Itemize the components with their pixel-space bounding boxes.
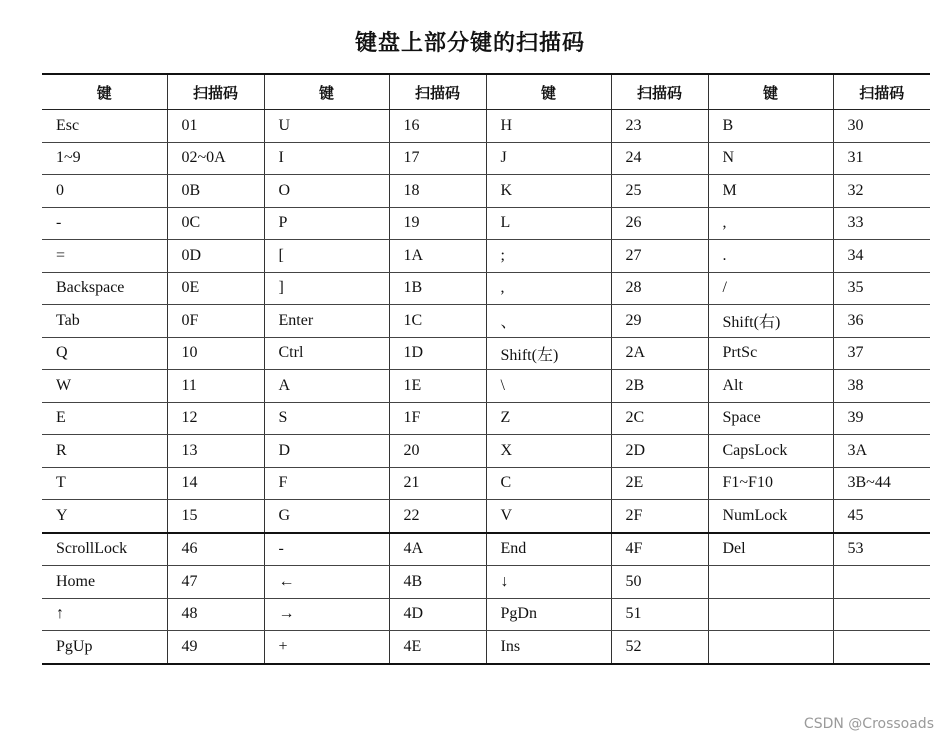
scan-code-cell: 16	[389, 110, 486, 143]
key-cell: F1~F10	[708, 467, 833, 500]
scan-code-cell: 50	[611, 566, 708, 599]
scan-code-cell: 46	[167, 533, 264, 566]
scan-code-cell: 17	[389, 142, 486, 175]
key-cell: F	[264, 467, 389, 500]
scan-code-cell: 52	[611, 631, 708, 664]
key-cell: Z	[486, 402, 611, 435]
scan-code-cell: 3B~44	[833, 467, 930, 500]
key-cell: =	[42, 240, 167, 273]
scan-code-cell: 30	[833, 110, 930, 143]
key-cell: K	[486, 175, 611, 208]
key-cell: J	[486, 142, 611, 175]
scan-code-cell: 53	[833, 533, 930, 566]
key-cell: Ins	[486, 631, 611, 664]
key-cell	[708, 566, 833, 599]
scan-code-cell	[833, 566, 930, 599]
table-row	[42, 240, 930, 273]
key-cell: PgDn	[486, 598, 611, 631]
key-cell: ←	[264, 566, 389, 599]
table-row	[42, 631, 930, 664]
scan-code-cell: 21	[389, 467, 486, 500]
header-key: 键	[486, 74, 611, 110]
key-cell: Alt	[708, 370, 833, 403]
key-cell: X	[486, 435, 611, 468]
scan-code-cell: 1F	[389, 402, 486, 435]
scan-code-cell: 1C	[389, 305, 486, 338]
key-cell: N	[708, 142, 833, 175]
key-cell: [	[264, 240, 389, 273]
key-cell: G	[264, 500, 389, 533]
key-cell: Shift(左)	[486, 337, 611, 370]
scan-code-cell: 0D	[167, 240, 264, 273]
scan-code-cell: 24	[611, 142, 708, 175]
header-scan-code: 扫描码	[833, 74, 930, 110]
key-cell: +	[264, 631, 389, 664]
table-row	[42, 207, 930, 240]
key-cell: Backspace	[42, 272, 167, 305]
table-row	[42, 370, 930, 403]
scan-code-cell: 35	[833, 272, 930, 305]
key-cell: ↓	[486, 566, 611, 599]
key-cell: PgUp	[42, 631, 167, 664]
key-cell: Ctrl	[264, 337, 389, 370]
table-row	[42, 467, 930, 500]
key-cell: W	[42, 370, 167, 403]
key-cell: 1~9	[42, 142, 167, 175]
scan-code-cell: 2C	[611, 402, 708, 435]
table-row	[42, 142, 930, 175]
scan-code-cell: 14	[167, 467, 264, 500]
scan-code-cell: 51	[611, 598, 708, 631]
scan-code-cell: 0B	[167, 175, 264, 208]
table-row	[42, 175, 930, 208]
scan-code-cell: 4F	[611, 533, 708, 566]
scan-code-cell	[833, 598, 930, 631]
key-cell: O	[264, 175, 389, 208]
key-cell: E	[42, 402, 167, 435]
key-cell: ;	[486, 240, 611, 273]
key-cell: End	[486, 533, 611, 566]
scan-code-cell: 2F	[611, 500, 708, 533]
scan-code-cell: 1B	[389, 272, 486, 305]
header-key: 键	[708, 74, 833, 110]
table-row	[42, 272, 930, 305]
scan-code-cell: 37	[833, 337, 930, 370]
scan-code-cell: 27	[611, 240, 708, 273]
scan-code-cell: 18	[389, 175, 486, 208]
scan-code-cell: 29	[611, 305, 708, 338]
scan-code-cell: 32	[833, 175, 930, 208]
scan-code-cell: 1E	[389, 370, 486, 403]
key-cell: Q	[42, 337, 167, 370]
key-cell: 、	[486, 305, 611, 338]
scan-code-cell: 22	[389, 500, 486, 533]
scan-code-cell	[833, 631, 930, 664]
key-cell: .	[708, 240, 833, 273]
scan-code-cell: 38	[833, 370, 930, 403]
key-cell: P	[264, 207, 389, 240]
scan-code-cell: 47	[167, 566, 264, 599]
scan-code-cell: 3A	[833, 435, 930, 468]
key-cell	[708, 631, 833, 664]
scan-code-cell: 49	[167, 631, 264, 664]
key-cell: H	[486, 110, 611, 143]
key-cell: I	[264, 142, 389, 175]
key-cell: -	[264, 533, 389, 566]
scan-code-cell: 13	[167, 435, 264, 468]
scan-code-cell: 33	[833, 207, 930, 240]
key-cell: D	[264, 435, 389, 468]
key-cell: -	[42, 207, 167, 240]
table-row	[42, 566, 930, 599]
scan-code-cell: 19	[389, 207, 486, 240]
key-cell: U	[264, 110, 389, 143]
table-row	[42, 500, 930, 533]
key-cell: ↑	[42, 598, 167, 631]
key-cell: ,	[708, 207, 833, 240]
scan-code-cell: 20	[389, 435, 486, 468]
scan-code-cell: 02~0A	[167, 142, 264, 175]
header-scan-code: 扫描码	[167, 74, 264, 110]
key-cell: /	[708, 272, 833, 305]
key-cell: Del	[708, 533, 833, 566]
scan-code-cell: 4D	[389, 598, 486, 631]
scan-code-cell: 36	[833, 305, 930, 338]
scan-code-cell: 2B	[611, 370, 708, 403]
key-cell: B	[708, 110, 833, 143]
header-row	[42, 74, 930, 110]
key-cell: Space	[708, 402, 833, 435]
key-cell: Esc	[42, 110, 167, 143]
table-row	[42, 337, 930, 370]
scan-code-cell: 31	[833, 142, 930, 175]
scan-code-cell: 2D	[611, 435, 708, 468]
scan-code-cell: 23	[611, 110, 708, 143]
scan-code-cell: 4E	[389, 631, 486, 664]
header-key: 键	[42, 74, 167, 110]
scan-code-cell: 34	[833, 240, 930, 273]
scan-code-cell: 0C	[167, 207, 264, 240]
scan-code-cell: 39	[833, 402, 930, 435]
scan-code-cell: 12	[167, 402, 264, 435]
table-row	[42, 110, 930, 143]
key-cell: ,	[486, 272, 611, 305]
key-cell: Shift(右)	[708, 305, 833, 338]
key-cell: ]	[264, 272, 389, 305]
scan-code-cell: 0E	[167, 272, 264, 305]
scan-code-cell: 0F	[167, 305, 264, 338]
key-cell: NumLock	[708, 500, 833, 533]
key-cell: →	[264, 598, 389, 631]
table-title: 键盘上部分键的扫描码	[354, 31, 585, 56]
key-cell: L	[486, 207, 611, 240]
key-cell: Home	[42, 566, 167, 599]
table-row	[42, 533, 930, 566]
key-cell: S	[264, 402, 389, 435]
header-key: 键	[264, 74, 389, 110]
key-cell: \	[486, 370, 611, 403]
scan-code-cell: 2E	[611, 467, 708, 500]
table-row	[42, 435, 930, 468]
key-cell: T	[42, 467, 167, 500]
scan-code-cell: 28	[611, 272, 708, 305]
key-cell: ScrollLock	[42, 533, 167, 566]
header-scan-code: 扫描码	[611, 74, 708, 110]
scan-code-cell: 25	[611, 175, 708, 208]
scan-code-cell: 11	[167, 370, 264, 403]
scan-code-cell: 1A	[389, 240, 486, 273]
key-cell	[708, 598, 833, 631]
scan-code-cell: 1D	[389, 337, 486, 370]
key-cell: Tab	[42, 305, 167, 338]
scan-code-cell: 48	[167, 598, 264, 631]
key-cell: Y	[42, 500, 167, 533]
table-body	[42, 110, 930, 664]
scan-code-table	[42, 73, 930, 665]
key-cell: A	[264, 370, 389, 403]
table-row	[42, 402, 930, 435]
table-row	[42, 305, 930, 338]
key-cell: CapsLock	[708, 435, 833, 468]
key-cell: M	[708, 175, 833, 208]
scan-code-cell: 4B	[389, 566, 486, 599]
scan-code-cell: 15	[167, 500, 264, 533]
scan-code-cell: 01	[167, 110, 264, 143]
key-cell: Enter	[264, 305, 389, 338]
scan-code-cell: 26	[611, 207, 708, 240]
key-cell: C	[486, 467, 611, 500]
scan-code-cell: 45	[833, 500, 930, 533]
key-cell: R	[42, 435, 167, 468]
key-cell: PrtSc	[708, 337, 833, 370]
key-cell: V	[486, 500, 611, 533]
scan-code-cell: 10	[167, 337, 264, 370]
watermark: CSDN @Crossoads	[803, 716, 934, 732]
header-scan-code: 扫描码	[389, 74, 486, 110]
key-cell: 0	[42, 175, 167, 208]
scan-code-cell: 4A	[389, 533, 486, 566]
table-row	[42, 598, 930, 631]
scan-code-cell: 2A	[611, 337, 708, 370]
